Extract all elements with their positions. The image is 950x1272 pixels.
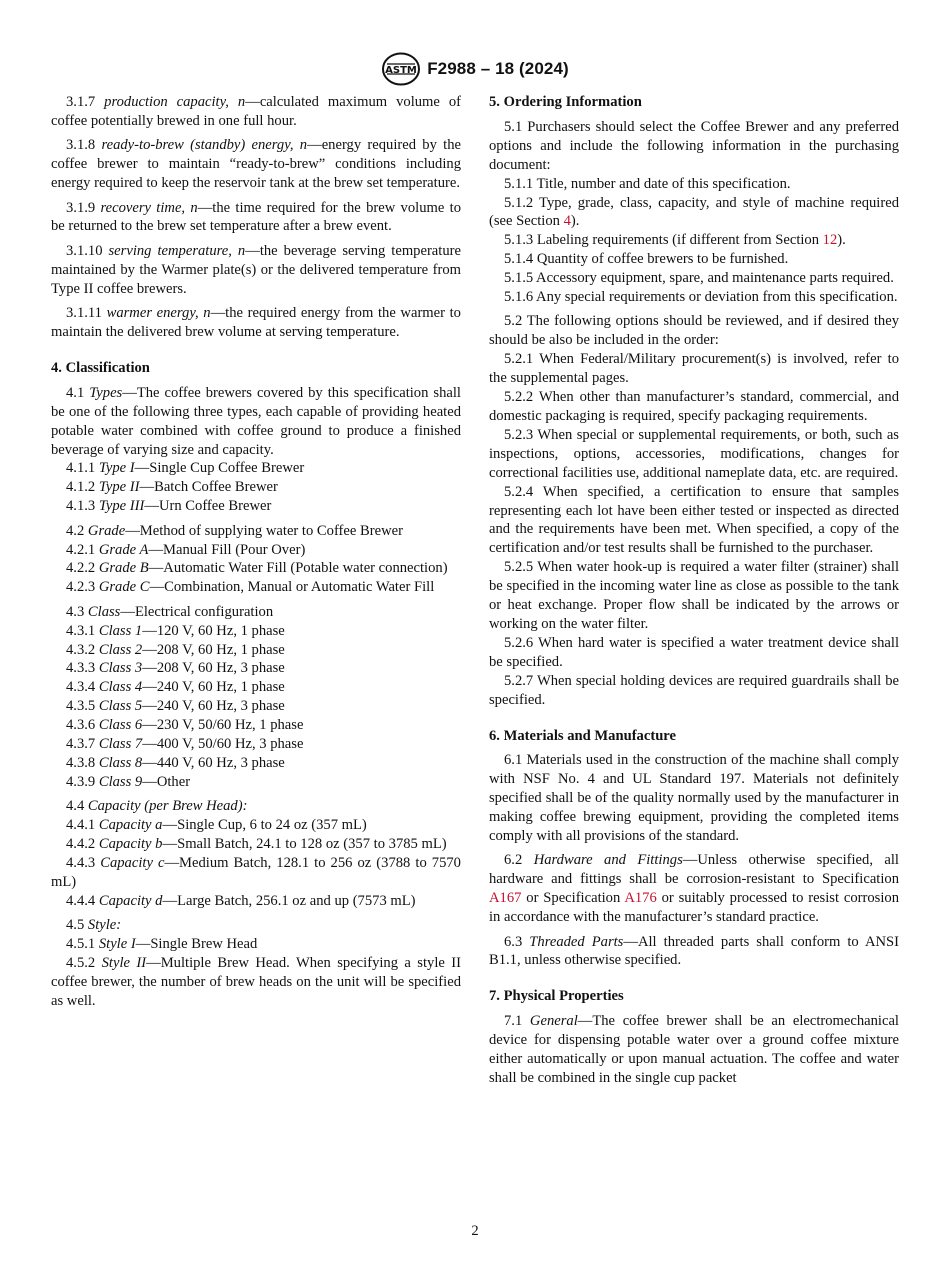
section-5-heading: 5. Ordering Information: [489, 94, 642, 110]
page-number: 2: [471, 1223, 479, 1239]
list-item: 4.4.4 Capacity d—Large Batch, 256.1 oz and up (7573 mL): [66, 892, 416, 909]
paragraph-5-1-6: 5.1.6 Any special requirements or deviation from this specification.: [504, 289, 898, 306]
page-header: [0, 52, 950, 86]
paragraph-5-1-3: 5.1.3 Labeling requirements (if different from Section 12).: [504, 232, 846, 249]
list-item: 4.3.8 Class 8—440 V, 60 Hz, 3 phase: [66, 755, 285, 771]
a176-link[interactable]: A176: [624, 890, 657, 907]
definition-3-1-7: 3.1.7 production capacity, n—calculated maximum volume of coffee potentially brewed in one full hour.: [51, 94, 462, 129]
paragraph-4-5: 4.5 Style:: [66, 917, 122, 934]
definition-3-1-10: 3.1.10 serving temperature, n—the beverage serving temperature maintained by the Warmer plate(s) or the delivered temperature from Type II coffee brewers.: [51, 242, 461, 297]
section-4-heading: 4. Classification: [51, 359, 150, 376]
paragraph-5-1-2: 5.1.2 Type, grade, class, capacity, and style of machine required (see Section 4).: [489, 194, 899, 230]
document-id: F2988 – 18 (2024): [427, 58, 569, 78]
list-item: 4.4.2 Capacity b—Small Batch, 24.1 to 128 oz (357 to 3785 mL): [66, 836, 447, 853]
paragraph-5-2-1: 5.2.1 When Federal/Military procurement(s) is involved, refer to the supplemental pages.: [489, 351, 899, 387]
list-item: 4.4.3 Capacity c—Medium Batch, 128.1 to 256 oz (3788 to 7570 mL): [51, 855, 461, 890]
list-item: 4.5.1 Style I—Single Brew Head: [66, 936, 258, 953]
svg-text:ASTM: ASTM: [385, 65, 418, 76]
list-item: 4.3.7 Class 7—400 V, 50/60 Hz, 3 phase: [66, 736, 304, 753]
paragraph-4-3: 4.3 Class—Electrical configuration: [66, 603, 274, 620]
list-item: 4.5.2 Style II—Multiple Brew Head. When specifying a style II coffee brewer, the number of brew heads on the unit will be specified as well.: [51, 955, 462, 1009]
paragraph-6-1: 6.1 Materials used in the construction of the machine shall comply with NSF No. 4 and UL Standard 197. Materials not definitely specified shall be of the quality normally used by the manufacturer in making coffee brewing equipment, providing the completed items comply with all provisions of the standard.: [489, 752, 899, 845]
list-item: 4.2.1 Grade A—Manual Fill (Pour Over): [66, 541, 306, 558]
paragraph-7-1: 7.1 General—The coffee brewer shall be an electromechanical device for dispensing potable water over a ground coffee mixture either automatically or upon manual actuation. The coffee and water shall be combined in the single cup packet: [489, 1013, 899, 1086]
paragraph-5-2-2: 5.2.2 When other than manufacturer’s standard, commercial, and domestic packaging is required, specify packaging requirements.: [489, 389, 899, 424]
list-item: 4.3.5 Class 5—240 V, 60 Hz, 3 phase: [66, 698, 285, 715]
paragraph-5-1: 5.1 Purchasers should select the Coffee Brewer and any preferred options and include the following information in the purchasing document:: [489, 118, 899, 173]
section-12-link[interactable]: 12: [822, 232, 838, 249]
definition-3-1-11: 3.1.11 warmer energy, n—the required energy from the warmer to maintain the delivered brew volume at serving temperature.: [51, 305, 461, 340]
paragraph-5-1-5: 5.1.5 Accessory equipment, spare, and maintenance parts required.: [504, 270, 894, 287]
paragraph-4-1: 4.1 Types—The coffee brewers covered by this specification shall be one of the following three types, each capable of providing heated potable water combined with coffee ground to produce a finished beverage of varying size and capacity.: [51, 384, 461, 458]
paragraph-4-4: 4.4 Capacity (per Brew Head):: [66, 798, 248, 815]
list-item: 4.1.3 Type III—Urn Coffee Brewer: [66, 498, 272, 515]
astm-logo-icon: [381, 52, 421, 86]
section-6-heading: 6. Materials and Manufacture: [489, 727, 676, 744]
list-item: 4.3.6 Class 6—230 V, 50/60 Hz, 1 phase: [66, 717, 304, 734]
list-item: 4.3.2 Class 2—208 V, 60 Hz, 1 phase: [66, 641, 285, 658]
section-4-link[interactable]: 4: [563, 213, 571, 230]
list-item: 4.1.2 Type II—Batch Coffee Brewer: [66, 479, 278, 496]
left-column: [51, 93, 461, 1011]
list-item: 4.3.9 Class 9—Other: [66, 773, 191, 790]
paragraph-5-1-1: 5.1.1 Title, number and date of this specification.: [504, 175, 791, 192]
list-item: 4.4.1 Capacity a—Single Cup, 6 to 24 oz (357 mL): [66, 817, 367, 834]
definition-3-1-9: 3.1.9 recovery time, n—the time required for the brew volume to be returned to the brew set temperature after a brew event.: [51, 199, 461, 235]
right-column: [489, 93, 899, 1088]
list-item: 4.1.1 Type I—Single Cup Coffee Brewer: [66, 460, 305, 477]
paragraph-5-2-5: 5.2.5 When water hook-up is required a water filter (strainer) shall be specified in the incoming water line as close as possible to the tank or heat exchange. Proper flow shall be indicated by the arrows or working on the water filter.: [489, 559, 899, 632]
list-item: 4.3.4 Class 4—240 V, 60 Hz, 1 phase: [66, 679, 285, 696]
paragraph-5-2-4: 5.2.4 When specified, a certification to ensure that samples representing each lot have been either tested or inspected as directed and the requirements have been met. When specified, a copy of the certification and/or test results shall be furnished to the purchaser.: [489, 483, 899, 557]
list-item: 4.2.2 Grade B—Automatic Water Fill (Potable water connection): [66, 560, 448, 577]
paragraph-5-2: 5.2 The following options should be reviewed, and if desired they should be also be included in the order:: [489, 313, 899, 349]
paragraph-6-3: 6.3 Threaded Parts—All threaded parts shall conform to ANSI B1.1, unless otherwise specified.: [489, 933, 900, 969]
paragraph-5-2-3: 5.2.3 When special or supplemental requirements, or both, such as inspections, options, accessories, modifications, changes for correctional facilities use, additional nameplate data, etc. are required.: [489, 426, 899, 481]
a167-link[interactable]: A167: [489, 890, 522, 907]
list-item: 4.2.3 Grade C—Combination, Manual or Automatic Water Fill: [66, 579, 435, 596]
list-item: 4.3.1 Class 1—120 V, 60 Hz, 1 phase: [66, 622, 285, 639]
list-item: 4.3.3 Class 3—208 V, 60 Hz, 3 phase: [66, 660, 285, 677]
paragraph-5-2-6: 5.2.6 When hard water is specified a water treatment device shall be specified.: [489, 634, 899, 670]
paragraph-5-1-4: 5.1.4 Quantity of coffee brewers to be furnished.: [504, 251, 789, 268]
paragraph-4-2: 4.2 Grade—Method of supplying water to Coffee Brewer: [66, 522, 403, 539]
section-7-heading: 7. Physical Properties: [489, 988, 624, 1005]
definition-3-1-8: 3.1.8 ready-to-brew (standby) energy, n—energy required by the coffee brewer to maintain “ready-to-brew” conditions including energy required to keep the reservoir tank at the brew set temperature.: [51, 137, 461, 192]
paragraph-6-2: 6.2 Hardware and Fittings—Unless otherwise specified, all hardware and fittings shall be corrosion-resistant to Specification A167 or Specification A176 or suitably processed to resist corrosion in accordance with the manufacturer’s standard practice.: [489, 852, 899, 926]
paragraph-5-2-7: 5.2.7 When special holding devices are required guardrails shall be specified.: [489, 672, 899, 708]
